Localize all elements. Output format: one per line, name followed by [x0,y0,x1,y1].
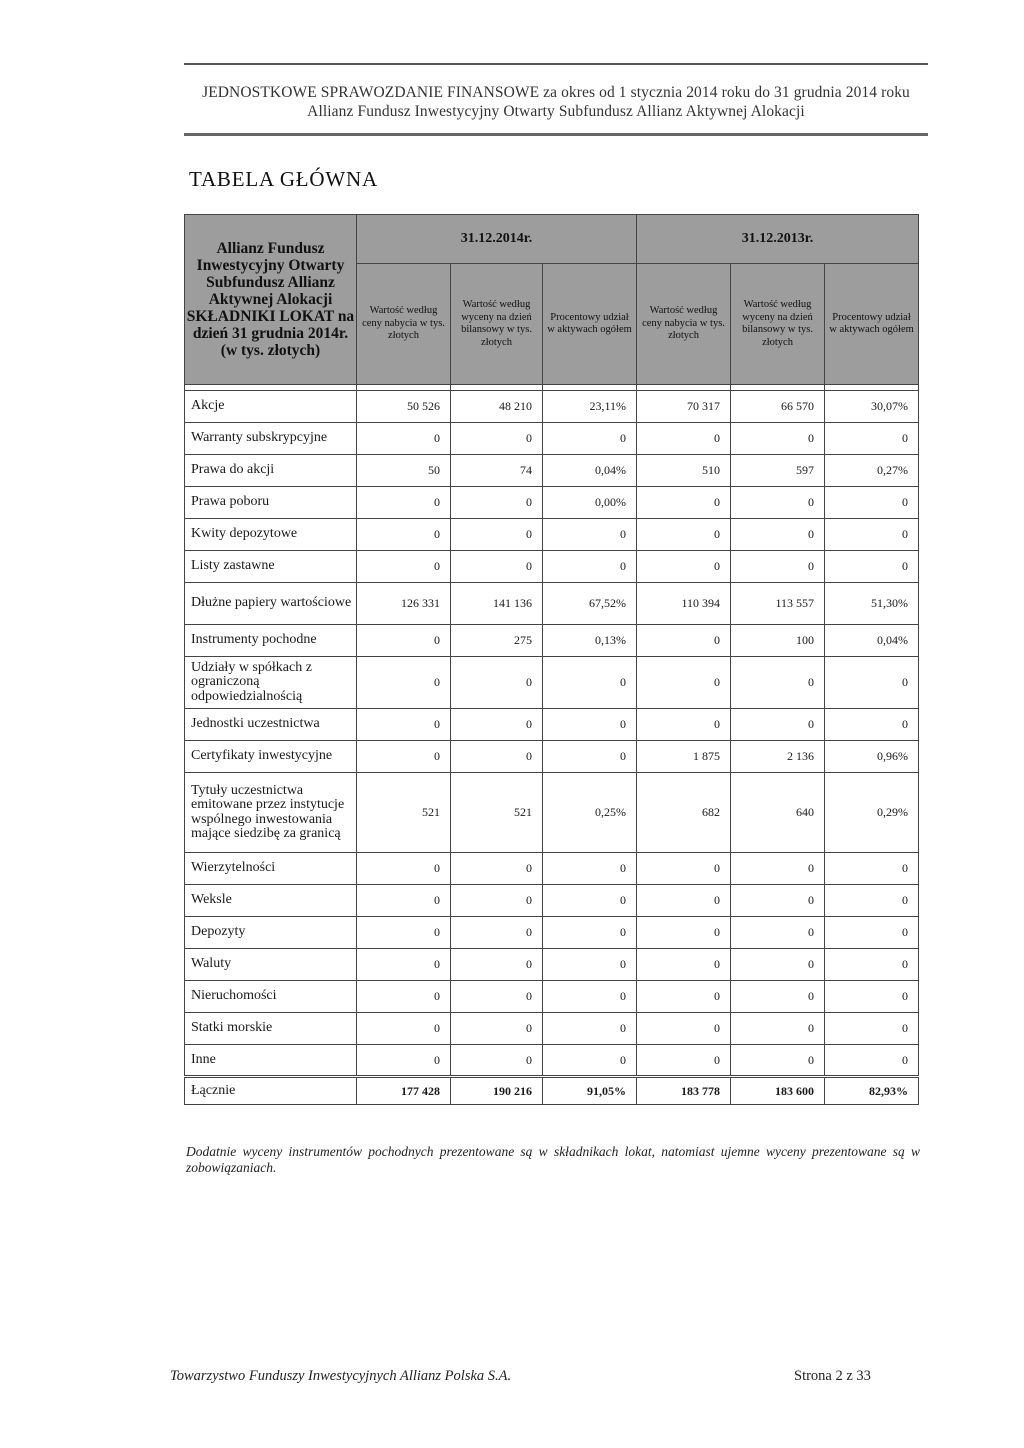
value-cell: 0 [731,917,825,949]
table-row [185,741,919,773]
value-cell: 0 [357,949,451,981]
value-cell: 126 331 [357,583,451,625]
value-cell: 0 [731,1045,825,1077]
value-cell: 2 136 [731,741,825,773]
row-label: Prawa do akcji [185,455,357,487]
value-cell: 0 [637,657,731,709]
value-cell: 0 [451,487,543,519]
row-label: Waluty [185,949,357,981]
row-label: Prawa poboru [185,487,357,519]
table-row [185,981,919,1013]
value-cell: 48 210 [451,391,543,423]
value-cell: 0 [825,487,919,519]
report-header-title: JEDNOSTKOWE SPRAWOZDANIE FINANSOWE za okres od 1 stycznia 2014 roku do 31 grudnia 2014 roku [202,84,910,101]
value-cell: 0,04% [825,625,919,657]
value-cell: 0 [357,1045,451,1077]
row-label: Warranty subskrypcyjne [185,423,357,455]
value-cell: 0 [357,657,451,709]
value-cell: 0,04% [543,455,637,487]
value-cell: 0,27% [825,455,919,487]
value-cell: 0 [543,917,637,949]
column-header: Wartość według ceny nabycia w tys. złotych [357,264,451,385]
value-cell: 0 [637,423,731,455]
value-cell: 0,00% [543,487,637,519]
value-cell: 100 [731,625,825,657]
value-cell: 0 [357,625,451,657]
value-cell: 23,11% [543,391,637,423]
value-cell: 0 [357,423,451,455]
value-cell: 0 [543,657,637,709]
value-cell: 0 [451,917,543,949]
value-cell: 0,29% [825,773,919,853]
value-cell: 0 [357,885,451,917]
value-cell: 51,30% [825,583,919,625]
value-cell: 0,96% [825,741,919,773]
value-cell: 66 570 [731,391,825,423]
value-cell: 0 [451,657,543,709]
value-cell: 0 [357,1013,451,1045]
table-row [185,657,919,709]
value-cell: 682 [637,773,731,853]
value-cell: 0 [543,1013,637,1045]
header-rule-top [184,63,928,65]
value-cell: 0 [731,709,825,741]
value-cell: 0 [731,423,825,455]
value-cell: 67,52% [543,583,637,625]
value-cell: 0,25% [543,773,637,853]
total-cell: 190 216 [451,1077,543,1105]
value-cell: 0 [543,885,637,917]
column-header: Wartość według wyceny na dzień bilansowy w tys. złotych [731,264,825,385]
value-cell: 0 [451,853,543,885]
value-cell: 0 [825,1045,919,1077]
value-cell: 0 [543,551,637,583]
value-cell: 0 [637,853,731,885]
value-cell: 0 [825,551,919,583]
value-cell: 110 394 [637,583,731,625]
value-cell: 0 [637,917,731,949]
value-cell: 0 [451,885,543,917]
table-row [185,853,919,885]
value-cell: 0 [637,1045,731,1077]
value-cell: 0 [637,981,731,1013]
value-cell: 0 [357,551,451,583]
row-label: Listy zastawne [185,551,357,583]
value-cell: 0 [825,949,919,981]
value-cell: 50 [357,455,451,487]
value-cell: 0 [543,1045,637,1077]
value-cell: 0 [731,487,825,519]
value-cell: 0 [357,981,451,1013]
total-row [185,1077,919,1105]
value-cell: 0 [637,551,731,583]
value-cell: 521 [357,773,451,853]
value-cell: 0 [825,519,919,551]
table-row [185,1045,919,1077]
value-cell: 0 [825,853,919,885]
table-row [185,583,919,625]
value-cell: 74 [451,455,543,487]
table-row [185,1013,919,1045]
table-row [185,455,919,487]
total-cell: 82,93% [825,1077,919,1105]
table-row [185,917,919,949]
column-header: Wartość według ceny nabycia w tys. złotych [637,264,731,385]
value-cell: 0 [451,1045,543,1077]
value-cell: 0 [825,1013,919,1045]
value-cell: 275 [451,625,543,657]
value-cell: 0 [825,981,919,1013]
row-label: Dłużne papiery wartościowe [185,583,357,625]
value-cell: 0 [451,981,543,1013]
value-cell: 0 [357,853,451,885]
value-cell: 0 [731,949,825,981]
value-cell: 0 [451,949,543,981]
value-cell: 0 [731,519,825,551]
value-cell: 0,13% [543,625,637,657]
row-label: Tytuły uczestnictwa emitowane przez instytucje wspólnego inwestowania mające siedzibę za granicą [185,773,357,853]
table-row [185,773,919,853]
value-cell: 0 [825,423,919,455]
row-label: Inne [185,1045,357,1077]
column-header: Procentowy udział w aktywach ogółem [825,264,919,385]
table-row [185,391,919,423]
value-cell: 1 875 [637,741,731,773]
value-cell: 0 [637,487,731,519]
total-cell: 183 778 [637,1077,731,1105]
table-row [185,709,919,741]
value-cell: 640 [731,773,825,853]
value-cell: 0 [731,657,825,709]
value-cell: 0 [543,709,637,741]
value-cell: 0 [731,853,825,885]
table-row [185,625,919,657]
value-cell: 0 [451,551,543,583]
value-cell: 0 [637,949,731,981]
table-row [185,551,919,583]
total-cell: 183 600 [731,1077,825,1105]
total-label: Łącznie [185,1077,357,1105]
total-cell: 177 428 [357,1077,451,1105]
value-cell: 0 [731,551,825,583]
value-cell: 510 [637,455,731,487]
header-rule-bottom [184,133,928,136]
value-cell: 0 [451,1013,543,1045]
value-cell: 0 [357,519,451,551]
table-row [185,423,919,455]
value-cell: 521 [451,773,543,853]
value-cell: 141 136 [451,583,543,625]
value-cell: 0 [731,981,825,1013]
value-cell: 0 [543,853,637,885]
value-cell: 0 [543,519,637,551]
value-cell: 0 [825,657,919,709]
value-cell: 70 317 [637,391,731,423]
value-cell: 0 [357,917,451,949]
table-row [185,885,919,917]
value-cell: 0 [357,709,451,741]
value-cell: 0 [357,741,451,773]
value-cell: 0 [731,885,825,917]
value-cell: 0 [825,917,919,949]
row-label: Nieruchomości [185,981,357,1013]
value-cell: 0 [637,625,731,657]
table-row [185,949,919,981]
main-holdings-table [184,214,919,1105]
column-header: Wartość według wyceny na dzień bilansowy w tys. złotych [451,264,543,385]
page-title: TABELA GŁÓWNA [189,167,378,191]
footer-company: Towarzystwo Funduszy Inwestycyjnych Allianz Polska S.A. [170,1368,512,1384]
row-label: Wierzytelności [185,853,357,885]
value-cell: 0 [543,741,637,773]
period-header-2013: 31.12.2013r. [637,215,919,264]
value-cell: 0 [451,741,543,773]
table-corner-header: Allianz Fundusz Inwestycyjny Otwarty Subfundusz Allianz Aktywnej Alokacji SKŁADNIKI LOKAT na dzień 31 grudnia 2014r. (w tys. złotych) [185,215,357,385]
table-row [185,519,919,551]
value-cell: 0 [357,487,451,519]
value-cell: 0 [637,519,731,551]
row-label: Depozyty [185,917,357,949]
value-cell: 50 526 [357,391,451,423]
row-label: Udziały w spółkach z ograniczoną odpowiedzialnością [185,657,357,709]
value-cell: 0 [825,885,919,917]
value-cell: 0 [637,1013,731,1045]
value-cell: 0 [451,423,543,455]
table-row [185,487,919,519]
total-cell: 91,05% [543,1077,637,1105]
footer-page-number: Strona 2 z 33 [794,1368,871,1384]
value-cell: 0 [731,1013,825,1045]
row-label: Certyfikaty inwestycyjne [185,741,357,773]
row-label: Statki morskie [185,1013,357,1045]
value-cell: 0 [637,885,731,917]
row-label: Weksle [185,885,357,917]
row-label: Akcje [185,391,357,423]
row-label: Instrumenty pochodne [185,625,357,657]
report-header-fund: Allianz Fundusz Inwestycyjny Otwarty Subfundusz Allianz Aktywnej Alokacji [307,103,805,120]
value-cell: 597 [731,455,825,487]
column-header: Procentowy udział w aktywach ogółem [543,264,637,385]
row-label: Jednostki uczestnictwa [185,709,357,741]
value-cell: 0 [543,981,637,1013]
value-cell: 30,07% [825,391,919,423]
value-cell: 113 557 [731,583,825,625]
value-cell: 0 [543,423,637,455]
table-footnote: Dodatnie wyceny instrumentów pochodnych prezentowane są w składnikach lokat, natomiast ujemne wyceny prezentowane są w zobowiązaniach. [186,1144,920,1175]
value-cell: 0 [543,949,637,981]
period-header-2014: 31.12.2014r. [357,215,637,264]
value-cell: 0 [637,709,731,741]
row-label: Kwity depozytowe [185,519,357,551]
value-cell: 0 [451,519,543,551]
value-cell: 0 [825,709,919,741]
value-cell: 0 [451,709,543,741]
